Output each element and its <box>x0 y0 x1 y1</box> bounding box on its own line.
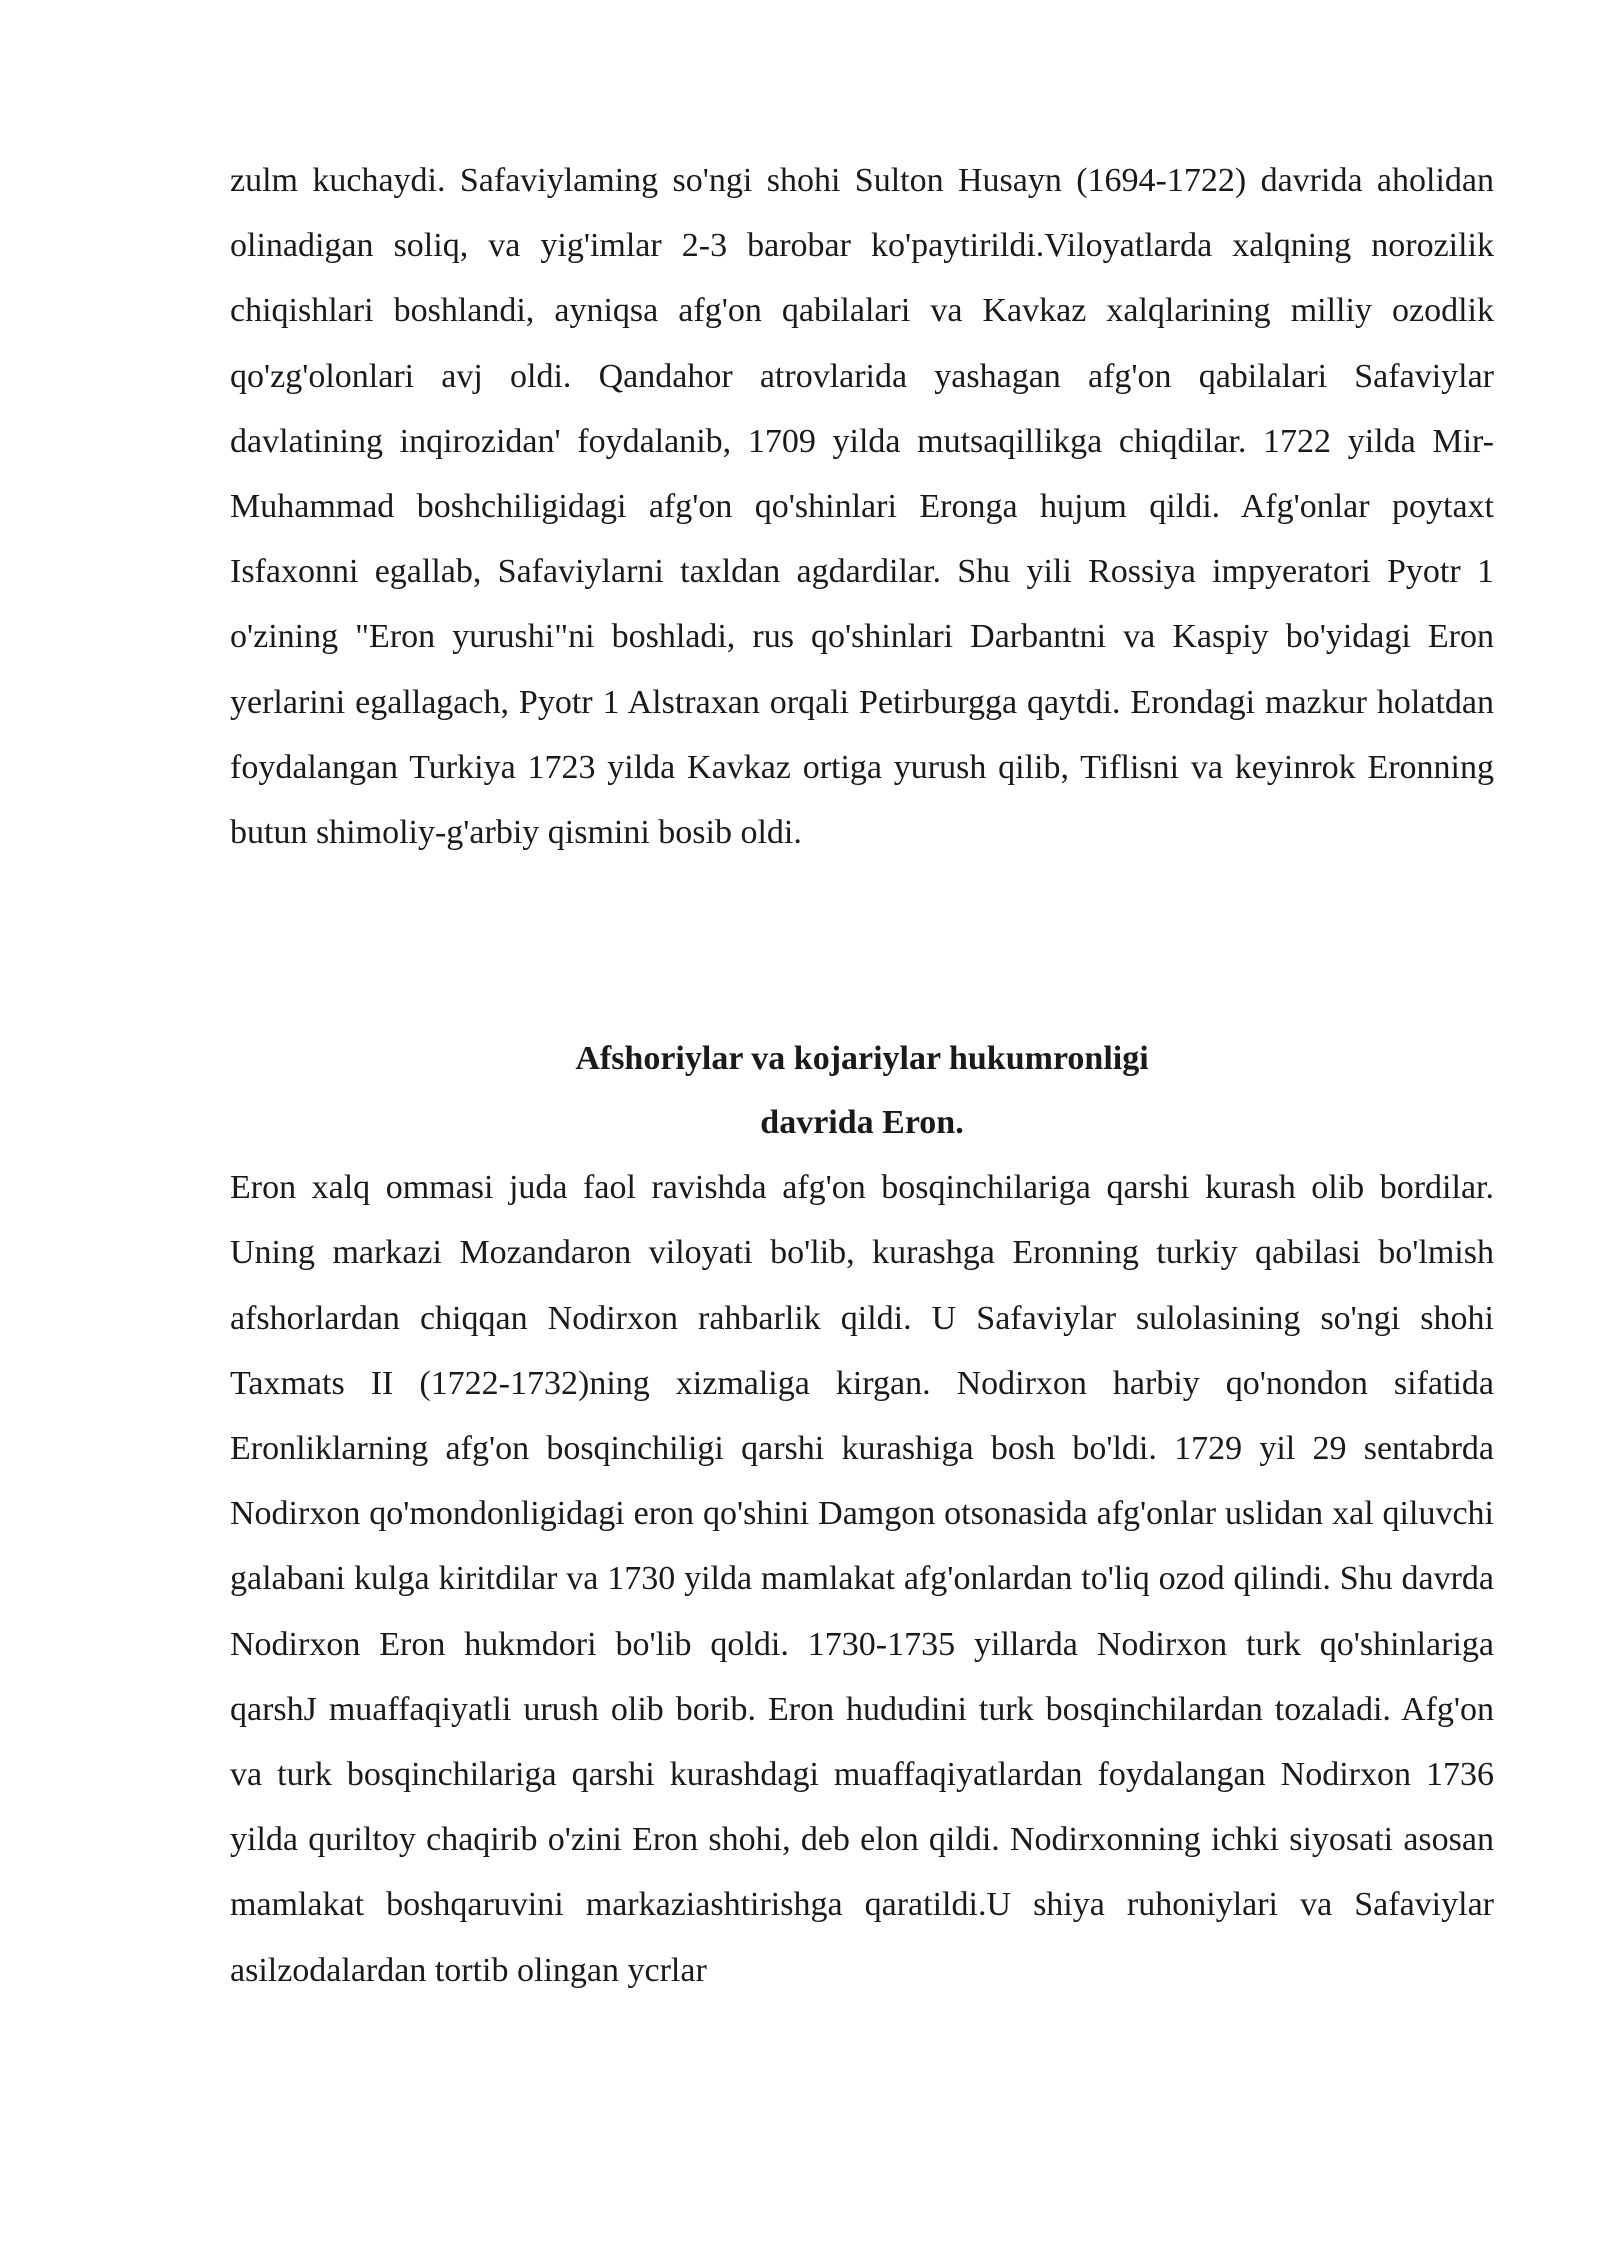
paragraph-2: Eron xalq ommasi juda faol ravishda afg'on bosqinchilariga qarshi kurash olib bordilar. Uning markazi Mozandaron viloyati bo'lib, kurashga Eronning turkiy qabilasi bo'lmish afshorlardan chiqqan Nodirxon rahbarlik qildi. U Safaviylar sulolasining so'ngi shohi Taxmats II (1722-1732)ning xizmaliga kirgan. Nodirxon harbiy qo'nondon sifatida Eronliklarning afg'on bosqinchiligi qarshi kurashiga bosh bo'ldi. 1729 yil 29 sentabrda Nodirxon qo'mondonligidagi eron qo'shini Damgon otsonasida afg'onlar uslidan xal qiluvchi galabani kulga kiritdilar va 1730 yilda mamlakat afg'onlardan to'liq ozod qilindi. Shu davrda Nodirxon Eron hukmdori bo'lib qoldi. 1730-1735 yillarda Nodirxon turk qo'shinlariga qarshJ muaffaqiyatli urush olib borib. Eron hududini turk bosqinchilardan tozaladi. Afg'on va turk bosqinchilariga qarshi kurashdagi muaffaqiyatlardan foydalangan Nodirxon 1736 yilda quriltoy chaqirib o'zini Eron shohi, deb elon qildi. Nodirxonning ichki siyosati asosan mamlakat boshqaruvini markaziashtirishga qaratildi.U shiya ruhoniylari va Safaviylar asilzodalardan tortib olingan ycrlar <box>230 1169 1494 1989</box>
paragraph-1: zulm kuchaydi. Safaviylaming so'ngi shohi Sulton Husayn (1694-1722) davrida aholidan olinadigan soliq, va yig'imlar 2-3 barobar ko'paytirildi.Viloyatlarda xalqning norozilik chiqishlari boshlandi, ayniqsa afg'on qabilalari va Kavkaz xalqlarining milliy ozodlik qo'zg'olonlari avj oldi. Qandahor atrovlarida yashagan afg'on qabilalari Safaviylar davlatining inqirozidan' foydalanib, 1709 yilda mutsaqillikga chiqdilar. 1722 yilda Mir-Muhammad boshchiligidagi afg'on qo'shinlari Eronga hujum qildi. Afg'onlar poytaxt Isfaxonni egallab, Safaviylarni taxldan agdardilar. Shu yili Rossiya impyeratori Pyotr 1 o'zining "Eron yurushi"ni boshladi, rus qo'shinlari Darbantni va Kaspiy bo'yidagi Eron yerlarini egallagach, Pyotr 1 Alstraxan orqali Petirburgga qaytdi. Erondagi mazkur holatdan foydalangan Turkiya 1723 yilda Kavkaz ortiga yurush qilib, Tiflisni va keyinrok Eronning butun shimoliy-g'arbiy qismini bosib oldi. <box>230 162 1494 852</box>
section-heading-line-2: davrida Eron. <box>760 1104 964 1142</box>
document-body <box>230 148 1494 2003</box>
section-heading <box>230 1027 1494 1155</box>
section-heading-line-1: Afshoriylar va kojariylar hukumronligi <box>575 1040 1149 1078</box>
